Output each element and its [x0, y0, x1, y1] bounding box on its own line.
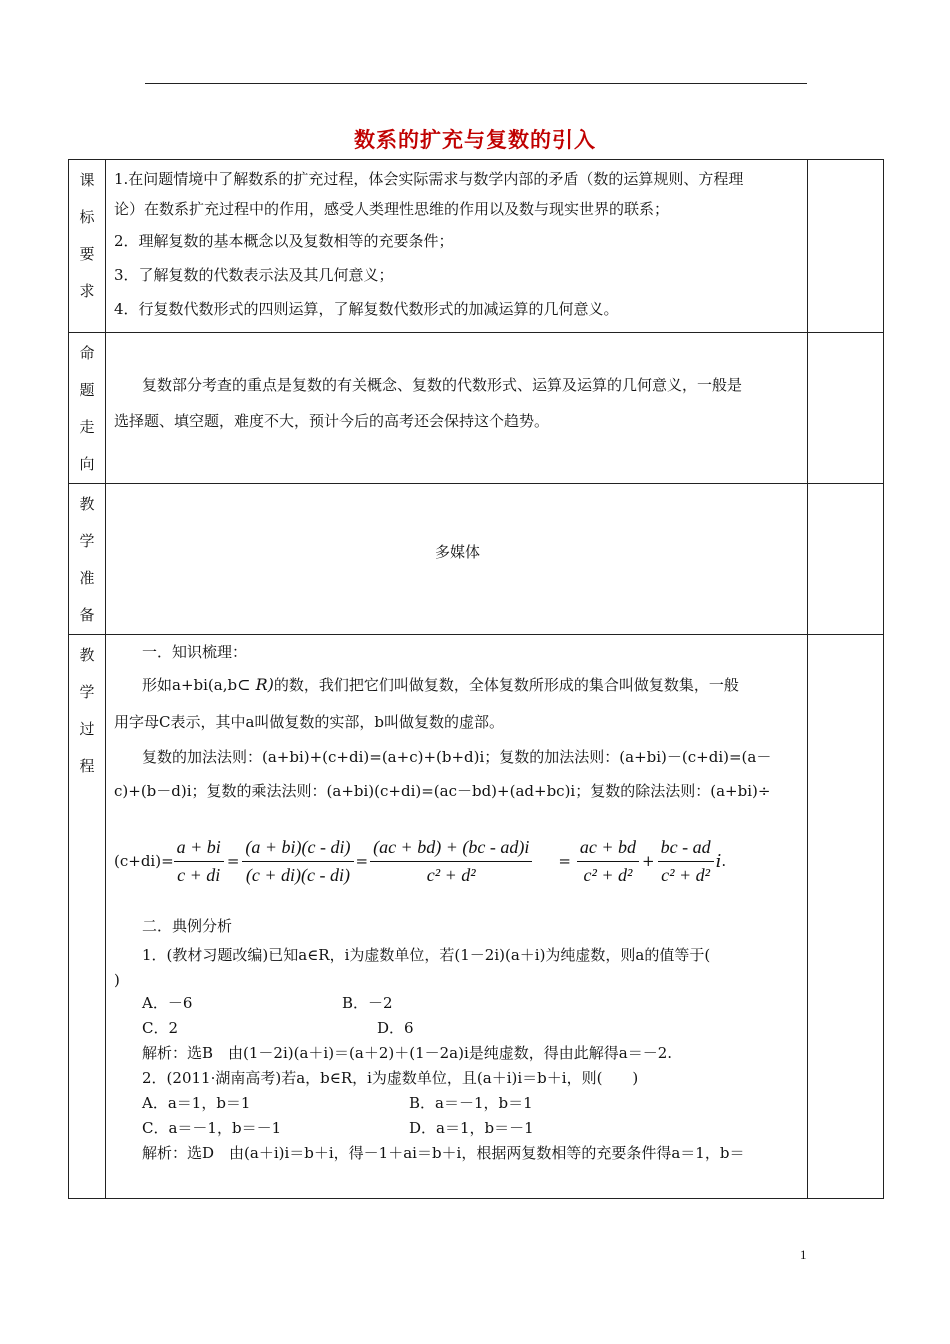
- curriculum-content: 1.在问题情境中了解数系的扩充过程，体会实际需求与数学内部的矛盾（数的运算规则、方程理 论）在数系扩充过程中的作用，感受人类理性思维的作用以及数与现实世界的联系； 2．理解复数的基本概念以及复数相等的充要条件； 3．了解复数的代数表示法及其几何意义； 4．行复数代数形式的四则运算，了解复数代数形式的加减运算的几何意义。: [106, 160, 808, 333]
- label-exam-trend: 命 题 走 向: [69, 333, 106, 484]
- side-cell: [808, 160, 884, 333]
- fraction: $\frac{bc - ad}{\text{c² + d²}}$: [658, 837, 714, 886]
- header-rule: [145, 83, 807, 84]
- fraction: $\frac{(a + bi)(c - di)}{(c + di)(c - di)}$: [242, 837, 353, 886]
- fraction: $\frac{(ac + bd) + (bc - ad)i}{\text{c² + d²}}$: [370, 837, 532, 886]
- section-knowledge: 一．知识梳理：: [142, 643, 248, 661]
- exam-trend-content: 复数部分考查的重点是复数的有关概念、复数的代数形式、运算及运算的几何意义，一般是 选择题、填空题，难度不大，预计今后的高考还会保持这个趋势。: [106, 333, 808, 484]
- q1-options-row1: A．－6 B．－2: [142, 994, 393, 1012]
- side-cell: [808, 333, 884, 484]
- process-content: 一．知识梳理： 形如a+bi(a,b⊂ R)的数，我们把它们叫做复数，全体复数所形成的集合叫做复数集，一般 用字母C表示，其中a叫做复数的实部，b叫做复数的虚部。 复数的加法法则：(a+bi)+(c+di)=(a+c)+(b+d)i；复数的加法法则：(a+bi)－(c+di)=(a－ c)+(b－d)i；复数的乘法法则：(a+bi)(c+di)=(ac－bd)+(ad+bc)i；复数的除法法则：(a+bi)÷ (c+di)= $\frac{a + bi}{c + di}$ = $\frac{(a + bi)(c - di)}{(c + di)(c - di)}$ = $\frac{(ac + bd) + (bc - ad)i}{\text{c² + d²}}$ = $\frac{ac + bd}{\text{c² + d²}}$ + $\frac{bc - ad}{\text{c² + d²}}$ i . 二．典例分析 1．(教材习题改编)已知a∈R，i为虚数单位，若(1－2i)(a＋i)为纯虚数，则a的值等于( ) A．－6 B．－2 C．2 D．6 解析：选B 由(1－2i)(a＋i)＝(a＋2)＋(1－2a)i是纯虚数，得由此解得a＝－2. 2．(2011·湖南高考)若a，b∈R，i为虚数单位，且(a＋i)i＝b＋i，则( ) A．a＝1，b＝1 B．a＝－1，b＝1 C．a＝－1，b＝－1 D．a＝1，b＝－1 解析：选D 由(a＋i)i＝b＋i，得－1＋ai＝b＋i，根据两复数相等的充要条件得a＝1，b＝: [106, 635, 808, 1199]
- q2-options-row2: C．a＝－1，b＝－1 D．a＝1，b＝－1: [142, 1119, 534, 1137]
- side-cell: [808, 484, 884, 635]
- row-prep: [69, 484, 884, 635]
- prep-content: [106, 484, 808, 635]
- row-process: [69, 635, 884, 1199]
- side-cell: [808, 635, 884, 1199]
- lesson-table: [68, 159, 884, 1199]
- page-number: 1: [800, 1247, 807, 1262]
- label-prep: 教 学 准 备: [69, 484, 106, 635]
- division-formula: (c+di)= $\frac{a + bi}{c + di}$ = $\frac{(a + bi)(c - di)}{(c + di)(c - di)}$ = $\frac{(ac + bd) + (bc - ad)i}{\text{c² + d²}}$ = $\frac{ac + bd}{\text{c² + d²}}$ + $\frac{bc - ad}{\text{c² + d²}}$ i .: [114, 836, 727, 885]
- section-examples: 二．典例分析: [142, 917, 233, 935]
- fraction: $\frac{ac + bd}{\text{c² + d²}}$: [577, 837, 639, 886]
- q2-options-row1: A．a＝1，b＝1 B．a＝－1，b＝1: [142, 1094, 533, 1112]
- q1-options-row2: C．2 D．6: [142, 1019, 414, 1037]
- prep-text: 多媒体: [434, 543, 480, 561]
- row-curriculum: [69, 160, 884, 333]
- label-process: 教 学 过 程: [69, 635, 106, 1199]
- def-paragraph: 形如a+bi(a,b⊂ R)的数，我们把它们叫做复数，全体复数所形成的集合叫做复数集，一般: [142, 675, 739, 694]
- label-curriculum: 课 标 要 求: [69, 160, 106, 333]
- row-exam-trend: [69, 333, 884, 484]
- page-title: 数系的扩充与复数的引入: [354, 128, 596, 152]
- fraction: $\frac{a + bi}{c + di}$: [174, 837, 224, 886]
